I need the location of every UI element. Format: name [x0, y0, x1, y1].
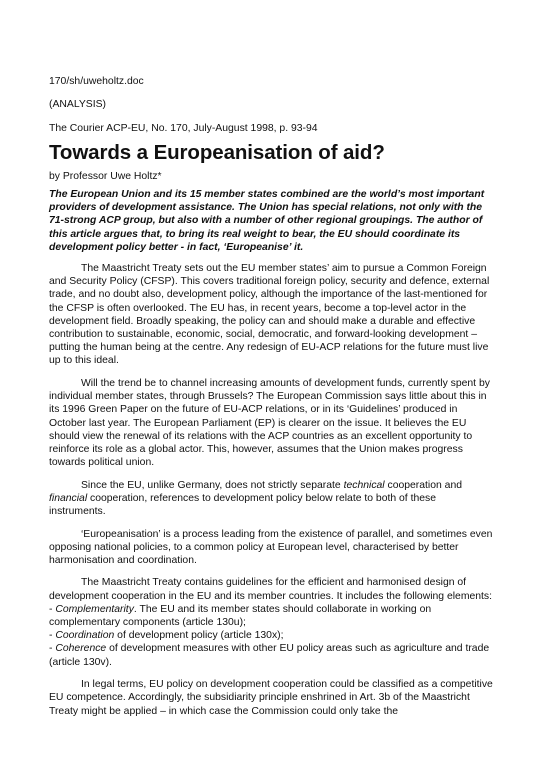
list-item	[49, 642, 495, 668]
maastricht-guidelines	[49, 576, 495, 668]
paragraph-6: In legal terms, EU policy on development cooperation could be classified as a competitive EU competence. Accordingly, the subsidiarity principle enshrined in Art. 3b of the Maastricht Treaty might be applied – in which case the Commission could only take the	[49, 679, 493, 717]
list-item-term: Coordination	[55, 630, 115, 642]
list-item-dash: -	[49, 643, 56, 655]
list-item-term: Coherence	[55, 643, 107, 655]
article-title: Towards a Europeanisation of aid?	[49, 141, 385, 164]
paragraph-3-part-b: cooperation and	[384, 479, 463, 491]
paragraph-5: The Maastricht Treaty contains guidelines for the efficient and harmonised design of development cooperation in the EU and its member countries. It includes the following elements:	[49, 577, 492, 602]
paragraph-3	[49, 479, 495, 519]
article-byline: by Professor Uwe Holtz*	[49, 171, 162, 182]
paragraph-3-emphasis-financial: financial	[49, 492, 88, 504]
list-item-dash: -	[49, 603, 56, 615]
list-item-text: . The EU and its member states should collaborate in working on complementary components (article 130u);	[49, 603, 432, 629]
paragraph-3-emphasis-technical: technical	[343, 479, 385, 491]
paragraph-1: The Maastricht Treaty sets out the EU member states’ aim to pursue a Common Foreign and Security Policy (CFSP). This covers traditional foreign policy, security and defence, external trade, and no doubt also, development policy, although the importance of the last-mentioned for the CFSP is often overlooked. The EU has, in recent years, become a top-level actor in the development field. Broadly speaking, the policy can and should make a durable and effective contribution to sustainable, economic, social, democratic, and forward-looking development – putting the human being at the centre. Any redesign of EU-ACP relations for the future must live up to this ideal.	[49, 263, 490, 367]
article-body	[49, 188, 495, 727]
list-item-text: of development measures with other EU policy areas such as agriculture and trade (article 130v).	[49, 643, 490, 668]
list-item	[49, 629, 495, 642]
paragraph-4: ‘Europeanisation’ is a process leading from the existence of parallel, and sometimes even opposing national policies, to a common policy at European level, characterised by better harmonisation and coordination.	[49, 528, 493, 566]
list-item-text: of development policy (article 130x);	[114, 630, 284, 642]
article-lead: The European Union and its 15 member states combined are the world’s most important providers of development assistance. The Union has special relations, not only with the 71-strong ACP group, but also with a number of other regional groupings. The author of this article argues that, to bring its real weight to bear, the EU should coordinate its development policy better - in fact, ‘Europeanise’ it.	[49, 189, 485, 253]
paragraph-3-part-a: Since the EU, unlike Germany, does not strictly separate	[81, 479, 344, 491]
source-citation: The Courier ACP-EU, No. 170, July-August 1998, p. 93-94	[49, 123, 318, 134]
paragraph-3-part-c: cooperation, references to development policy below relate to both of these instruments.	[49, 492, 437, 518]
list-item-term: Complementarity	[55, 603, 134, 615]
list-item-dash: -	[49, 630, 56, 642]
file-reference: 170/sh/uweholtz.doc	[49, 76, 144, 87]
paragraph-2: Will the trend be to channel increasing amounts of development funds, currently spent by individual member states, through Brussels? The European Commission says little about this in its 1996 Green Paper on the future of EU-ACP relations, or in its ‘Guidelines’ produced in October last year. The European Parliament (EP) is clearer on the issue. It believes the EU should view the renewal of its relations with the ACP countries as an excellent opportunity to reinforce its role as a global actor. This, however, assumes that the Union makes progress towards political union.	[49, 377, 490, 469]
list-item	[49, 603, 495, 629]
section-label: (ANALYSIS)	[49, 99, 106, 110]
